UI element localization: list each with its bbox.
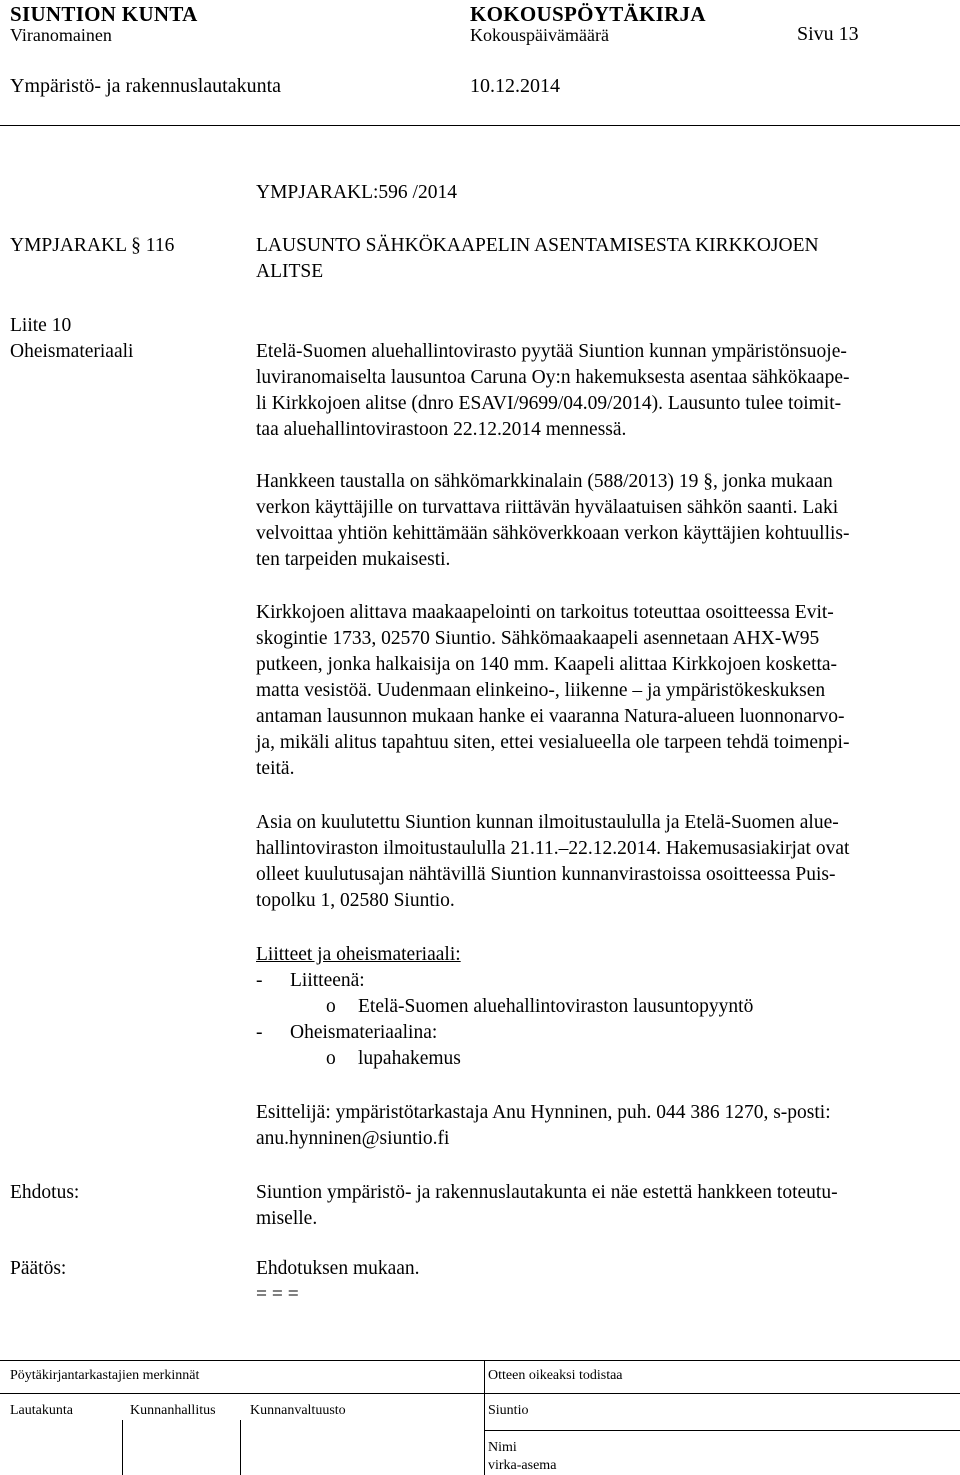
case-title-line-2: ALITSE	[256, 261, 324, 282]
attachments-heading: Liitteet ja oheismateriaali:	[256, 944, 461, 965]
text-line: Kirkkojoen alittava maakaapelointi on tarkoitus toteuttaa osoitteessa Evit-	[256, 602, 834, 623]
proposal-line-2: miselle.	[256, 1208, 318, 1229]
case-reference: YMPJARAKL:596 /2014	[256, 182, 457, 203]
footer-right-rule	[484, 1430, 960, 1431]
footer-title-label: virka-asema	[488, 1458, 557, 1473]
footer-col-council: Kunnanvaltuusto	[250, 1403, 346, 1418]
attachment-item: Etelä-Suomen aluehallintoviraston lausuntopyyntö	[358, 996, 754, 1017]
list-bullet: o	[326, 996, 336, 1017]
list-dash: -	[256, 970, 263, 991]
paragraph-request	[256, 339, 956, 443]
municipality-name: SIUNTION KUNTA	[10, 2, 198, 26]
footer-col-board: Lautakunta	[10, 1403, 73, 1418]
info-material-label: Oheismateriaali	[10, 341, 134, 362]
header-rule	[0, 125, 960, 126]
proposal-line-1: Siuntion ympäristö- ja rakennuslautakunta ei näe estettä hankkeen toteutu-	[256, 1182, 838, 1203]
info-material-item: lupahakemus	[358, 1048, 461, 1069]
paragraph-announcement	[256, 810, 956, 914]
text-line: verkon käyttäjille on turvattava riittävän hyvälaatuisen sähkön saanti. Laki	[256, 497, 839, 518]
case-title-line-1: LAUSUNTO SÄHKÖKAAPELIN ASENTAMISESTA KIRKKOJOEN	[256, 235, 819, 256]
paragraph-cabling	[256, 600, 956, 782]
text-line: ja, mikäli alitus tapahtuu siten, ettei vesialueella ole tarpeen tehdä toimenpi-	[256, 732, 850, 753]
footer-mid-rule	[0, 1393, 960, 1394]
attachments-subheading: Liitteenä:	[290, 970, 365, 991]
text-line: hallintoviraston ilmoitustaululla 21.11.–22.12.2014. Hakemusasiakirjat ovat	[256, 838, 850, 859]
footer-col-divider	[240, 1420, 241, 1475]
text-line: li Kirkkojoen alitse (dnro ESAVI/9699/04.09/2014). Lausunto tulee toimit-	[256, 393, 842, 414]
proposal-label: Ehdotus:	[10, 1182, 80, 1203]
presenter-email: anu.hynninen@siuntio.fi	[256, 1128, 450, 1149]
text-line: Hankkeen taustalla on sähkömarkkinalain (588/2013) 19 §, jonka mukaan	[256, 471, 833, 492]
presenter-line-1: Esittelijä: ympäristötarkastaja Anu Hynninen, puh. 044 386 1270, s-posti:	[256, 1102, 831, 1123]
meeting-date-label: Kokouspäivämäärä	[470, 25, 609, 45]
text-line: teitä.	[256, 758, 295, 779]
meeting-date: 10.12.2014	[470, 75, 560, 97]
footer-col-divider	[122, 1420, 123, 1475]
footer-name-label: Nimi	[488, 1440, 517, 1455]
text-line: ten tarpeiden mukaisesti.	[256, 549, 451, 570]
footer-checkers-label: Pöytäkirjantarkastajien merkinnät	[10, 1368, 200, 1383]
text-line: luviranomaiselta lausuntoa Caruna Oy:n hakemuksesta asentaa sähkökaape-	[256, 367, 850, 388]
footer-top-rule	[0, 1360, 960, 1361]
text-line: taa aluehallintovirastoon 22.12.2014 mennessä.	[256, 419, 627, 440]
list-bullet: o	[326, 1048, 336, 1069]
text-line: olleet kuulutusajan nähtävillä Siuntion kunnanvirastoissa osoitteessa Puis-	[256, 864, 836, 885]
text-line: velvoittaa yhtiön kehittämään sähköverkkoaan verkon käyttäjien kohtuullis-	[256, 523, 850, 544]
text-line: Etelä-Suomen aluehallintovirasto pyytää Siuntion kunnan ympäristönsuoje-	[256, 341, 847, 362]
paragraph-background	[256, 469, 956, 573]
board-name: Ympäristö- ja rakennuslautakunta	[10, 75, 282, 97]
footer-place: Siuntio	[488, 1403, 529, 1418]
text-line: putkeen, jonka halkaisija on 140 mm. Kaapeli alittaa Kirkkojoen kosketta-	[256, 654, 838, 675]
info-material-subheading: Oheismateriaalina:	[290, 1022, 438, 1043]
footer-divider	[484, 1360, 485, 1475]
list-dash: -	[256, 1022, 263, 1043]
text-line: topolku 1, 02580 Siuntio.	[256, 890, 455, 911]
section-label: YMPJARAKL § 116	[10, 235, 175, 256]
text-line: Asia on kuulutettu Siuntion kunnan ilmoitustaululla ja Etelä-Suomen alue-	[256, 812, 839, 833]
text-line: skogintie 1733, 02570 Siuntio. Sähkömaakaapeli asennetaan AHX-W95	[256, 628, 820, 649]
authority-label: Viranomainen	[10, 25, 112, 45]
text-line: matta vesistöä. Uudenmaan elinkeino-, liikenne – ja ympäristökeskuksen	[256, 680, 826, 701]
attachment-label: Liite 10	[10, 315, 72, 336]
footer-col-executive: Kunnanhallitus	[130, 1403, 216, 1418]
text-line: antaman lausunnon mukaan hanke ei vaaranna Natura-alueen luonnonarvo-	[256, 706, 845, 727]
footer-certified-label: Otteen oikeaksi todistaa	[488, 1368, 623, 1383]
end-mark: = = =	[256, 1284, 299, 1305]
decision-label: Päätös:	[10, 1258, 67, 1279]
page-number: Sivu 13	[797, 23, 859, 45]
document-type: KOKOUSPÖYTÄKIRJA	[470, 2, 706, 26]
decision-text: Ehdotuksen mukaan.	[256, 1258, 420, 1279]
